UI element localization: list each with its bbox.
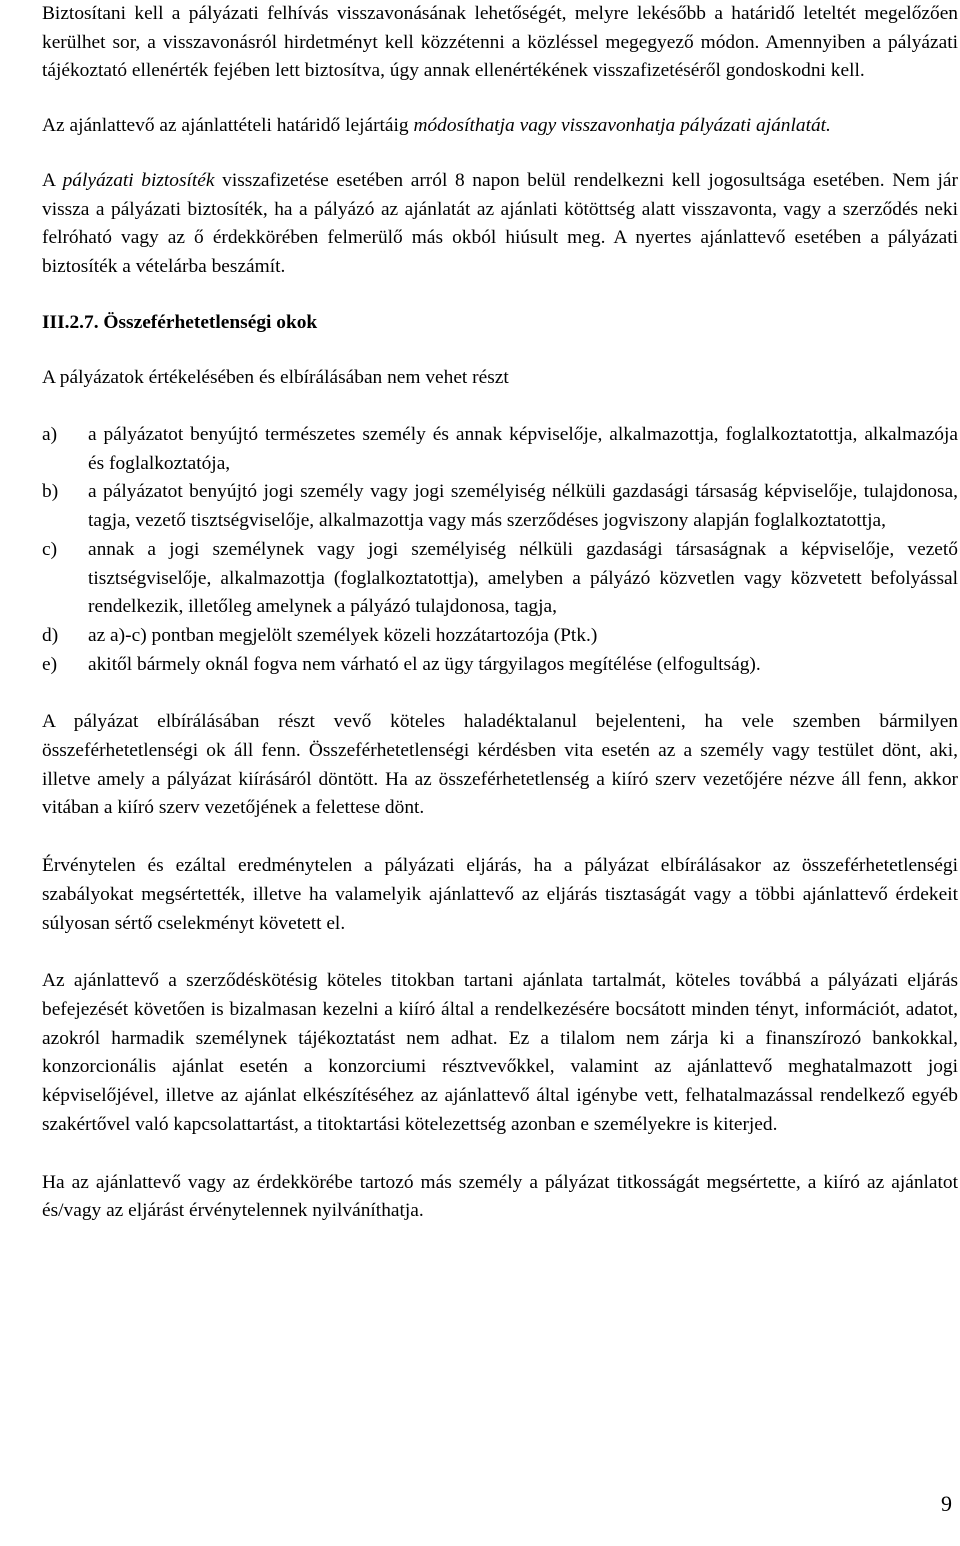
paragraph-reporting: A pályázat elbírálásában részt vevő köteles haladéktalanul bejelenteni, ha vele szemben bármilyen összeférhetetlenségi ok áll fenn. Összeférhetetlenségi kérdésben vita esetén az a személy vagy testület dönt, aki, illetve amely a pályázat kiírásáról döntött. Ha az összeférhetetlenség a kiíró szerv vezetőjére nézve áll fenn, akkor vitában a kiíró szerv vezetőjének a felettese dönt. (42, 711, 958, 819)
list-item (42, 421, 958, 478)
list-item-text: a pályázatot benyújtó természetes személy és annak képviselője, alkalmazottja, foglalkoztatottja, alkalmazója és foglalkoztatója, (88, 424, 958, 474)
paragraph-modification-lead: Az ajánlattevő az ajánlattételi határidő lejártáig (42, 115, 414, 137)
page-number: 9 (941, 1491, 952, 1516)
document-page (42, 0, 958, 1226)
paragraph-invalidity: Érvénytelen és ezáltal eredménytelen a pályázati eljárás, ha a pályázat elbírálásakor az összeférhetetlenségi szabályokat megsértették, illetve ha valamelyik ajánlattevő az eljárás tisztaságát vagy a többi ajánlattevő érdekeit súlyosan sértő cselekményt követett el. (42, 855, 958, 934)
paragraph-guarantee-rest: visszafizetése esetében arról 8 napon belül rendelkezni kell jogosultsága esetében. Nem jár vissza a pályázati biztosíték, ha a pályázó az ajánlatát az ajánlati kötöttség alatt visszavonta, vagy a szerződés neki felróható vagy az ő érdekkörében felmerülő más okból hiúsult meg. A nyertes ajánlattevő esetében a pályázati biztosíték a vételárba beszámít. (42, 169, 958, 277)
section-heading: III.2.7. Összeférhetetlenségi okok (42, 311, 318, 333)
paragraph-confidentiality: Az ajánlattevő a szerződéskötésig köteles titokban tartani ajánlata tartalmát, köteles továbbá a pályázati eljárás befejezését követően is bizalmasan kezelni a kiíró által a rendelkezésére bocsátott minden tényt, információt, adatot, azokról harmadik személynek tájékoztatást nem adhat. Ez a tilalom nem zárja ki a finanszírozó bankokkal, konzorcionális ajánlat esetén a konzorciumi résztvevőkkel, valamint az ajánlattevő meghatalmazott jogi képviselőjével, illetve az ajánlat elkészítéséhez az ajánlattevő által igénybe vett, felhatalmazással rendelkező egyéb szakértővel való kapcsolattartást, a titoktartási kötelezettség azonban e személyekre is kiterjed. (42, 970, 958, 1135)
list-item (42, 536, 958, 622)
paragraph-guarantee (42, 167, 958, 282)
paragraph-withdrawal: Biztosítani kell a pályázati felhívás visszavonásának lehetőségét, melyre lekésőbb a határidő leteltét megelőzően kerülhet sor, a visszavonásról hirdetményt kell közzétenni a közléssel megegyező módon. Amennyiben a pályázati tájékoztató ellenérték fejében lett biztosítva, úgy annak ellenértékének visszafizetéséről gondoskodni kell. (42, 3, 958, 82)
paragraph-guarantee-emphasis: pályázati biztosíték (62, 169, 215, 191)
list-marker: c) (42, 538, 58, 560)
section-intro: A pályázatok értékelésében és elbírálásában nem vehet részt (42, 367, 509, 389)
list-item-text: annak a jogi személynek vagy jogi személyiség nélküli gazdasági társaságnak a képviselője, vezető tisztségviselője, alkalmazottja (foglalkoztatottja), amelyben a pályázó közvetlen vagy közvetett befolyással rendelkezik, illetőleg amelynek a pályázó tulajdonosa, tagja, (88, 538, 958, 618)
paragraph-modification-emphasis: módosíthatja vagy visszavonhatja pályázati ajánlatát. (413, 115, 831, 137)
paragraph-secrecy-breach: Ha az ajánlattevő vagy az érdekkörébe tartozó más személy a pályázat titkosságát megsértette, a kiíró az ajánlatot és/vagy az eljárást érvénytelennek nyilváníthatja. (42, 1171, 958, 1222)
list-item (42, 622, 958, 651)
list-item (42, 478, 958, 535)
list-item (42, 651, 958, 680)
paragraph-modification (42, 112, 958, 141)
list-item-text: akitől bármely oknál fogva nem várható el az ügy tárgyilagos megítélése (elfogultság). (88, 653, 761, 675)
list-marker: b) (42, 481, 59, 503)
conflict-list (42, 421, 958, 679)
list-marker: e) (42, 653, 58, 675)
list-marker: a) (42, 424, 58, 446)
list-item-text: a pályázatot benyújtó jogi személy vagy jogi személyiség nélküli gazdasági társaság képviselője, tulajdonosa, tagja, vezető tisztségviselője, alkalmazottja vagy más szerződéses jogviszony alapján foglalkoztatottja, (88, 481, 958, 532)
list-marker: d) (42, 624, 59, 646)
list-item-text: az a)-c) pontban megjelölt személyek közeli hozzátartozója (Ptk.) (88, 624, 598, 646)
paragraph-guarantee-lead: A (42, 169, 63, 191)
